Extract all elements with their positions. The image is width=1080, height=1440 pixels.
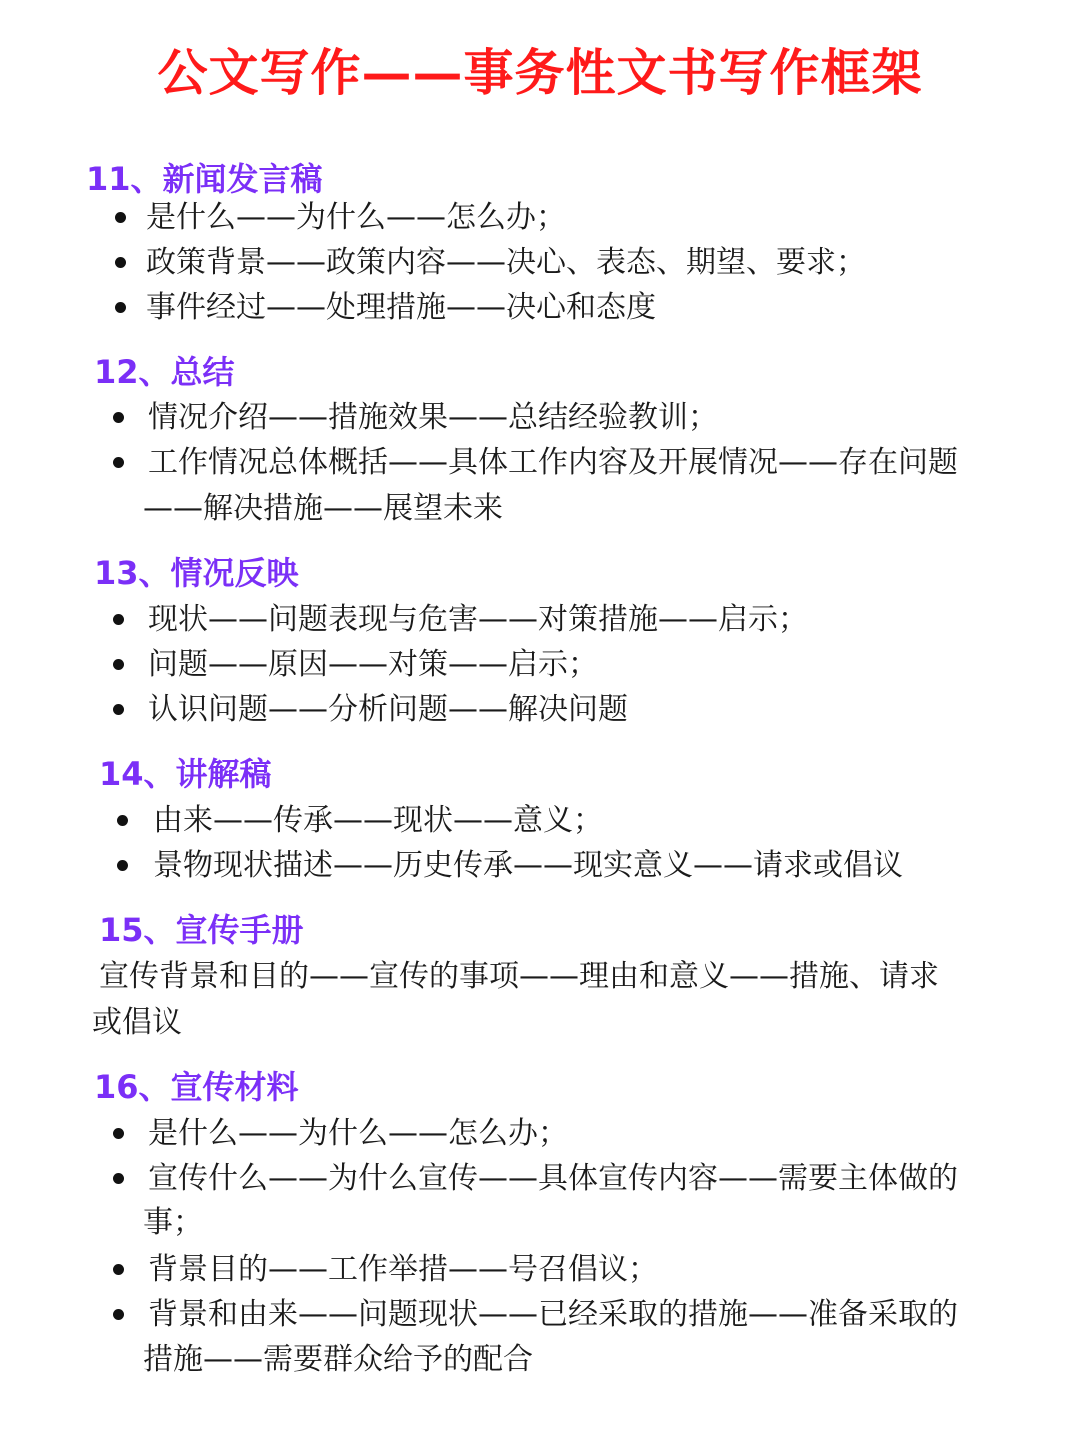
bullet-dot	[113, 614, 124, 625]
paragraph-line: 宣传背景和目的——宣传的事项——理由和意义——措施、请求	[99, 959, 939, 994]
list-item: 现状——问题表现与危害——对策措施——启示；	[148, 602, 808, 637]
bullet-dot	[113, 1264, 124, 1275]
section-heading: 14、讲解稿	[99, 755, 272, 793]
list-item: 工作情况总体概括——具体工作内容及开展情况——存在问题	[148, 445, 958, 480]
bullet-dot	[113, 1173, 124, 1184]
bullet-dot	[117, 815, 128, 826]
list-item-continuation: 事；	[143, 1205, 203, 1240]
section-heading: 16、宣传材料	[94, 1068, 299, 1106]
bullet-dot	[113, 704, 124, 715]
list-item-continuation: ——解决措施——展望未来	[143, 491, 503, 526]
bullet-dot	[115, 212, 126, 223]
section-heading: 12、总结	[94, 353, 235, 391]
list-item: 景物现状描述——历史传承——现实意义——请求或倡议	[153, 848, 903, 883]
list-item-continuation: 措施——需要群众给予的配合	[143, 1342, 533, 1377]
bullet-dot	[113, 1128, 124, 1139]
list-item: 政策背景——政策内容——决心、表态、期望、要求；	[146, 245, 866, 280]
bullet-dot	[113, 412, 124, 423]
paragraph-line: 或倡议	[92, 1005, 182, 1040]
list-item: 认识问题——分析问题——解决问题	[148, 692, 628, 727]
list-item: 情况介绍——措施效果——总结经验教训；	[148, 400, 718, 435]
list-item: 背景和由来——问题现状——已经采取的措施——准备采取的	[148, 1297, 958, 1332]
bullet-dot	[113, 1309, 124, 1320]
list-item: 问题——原因——对策——启示；	[148, 647, 598, 682]
bullet-dot	[113, 659, 124, 670]
list-item: 背景目的——工作举措——号召倡议；	[148, 1252, 658, 1287]
bullet-dot	[113, 457, 124, 468]
bullet-dot	[117, 860, 128, 871]
list-item: 宣传什么——为什么宣传——具体宣传内容——需要主体做的	[148, 1161, 958, 1196]
section-heading: 11、新闻发言稿	[86, 160, 323, 198]
list-item: 是什么——为什么——怎么办；	[146, 200, 566, 235]
section-heading: 13、情况反映	[94, 554, 299, 592]
bullet-dot	[115, 257, 126, 268]
list-item: 由来——传承——现状——意义；	[153, 803, 603, 838]
list-item: 是什么——为什么——怎么办；	[148, 1116, 568, 1151]
page-title: 公文写作——事务性文书写作框架	[157, 43, 923, 102]
section-heading: 15、宣传手册	[99, 911, 304, 949]
bullet-dot	[115, 302, 126, 313]
list-item: 事件经过——处理措施——决心和态度	[146, 290, 656, 325]
